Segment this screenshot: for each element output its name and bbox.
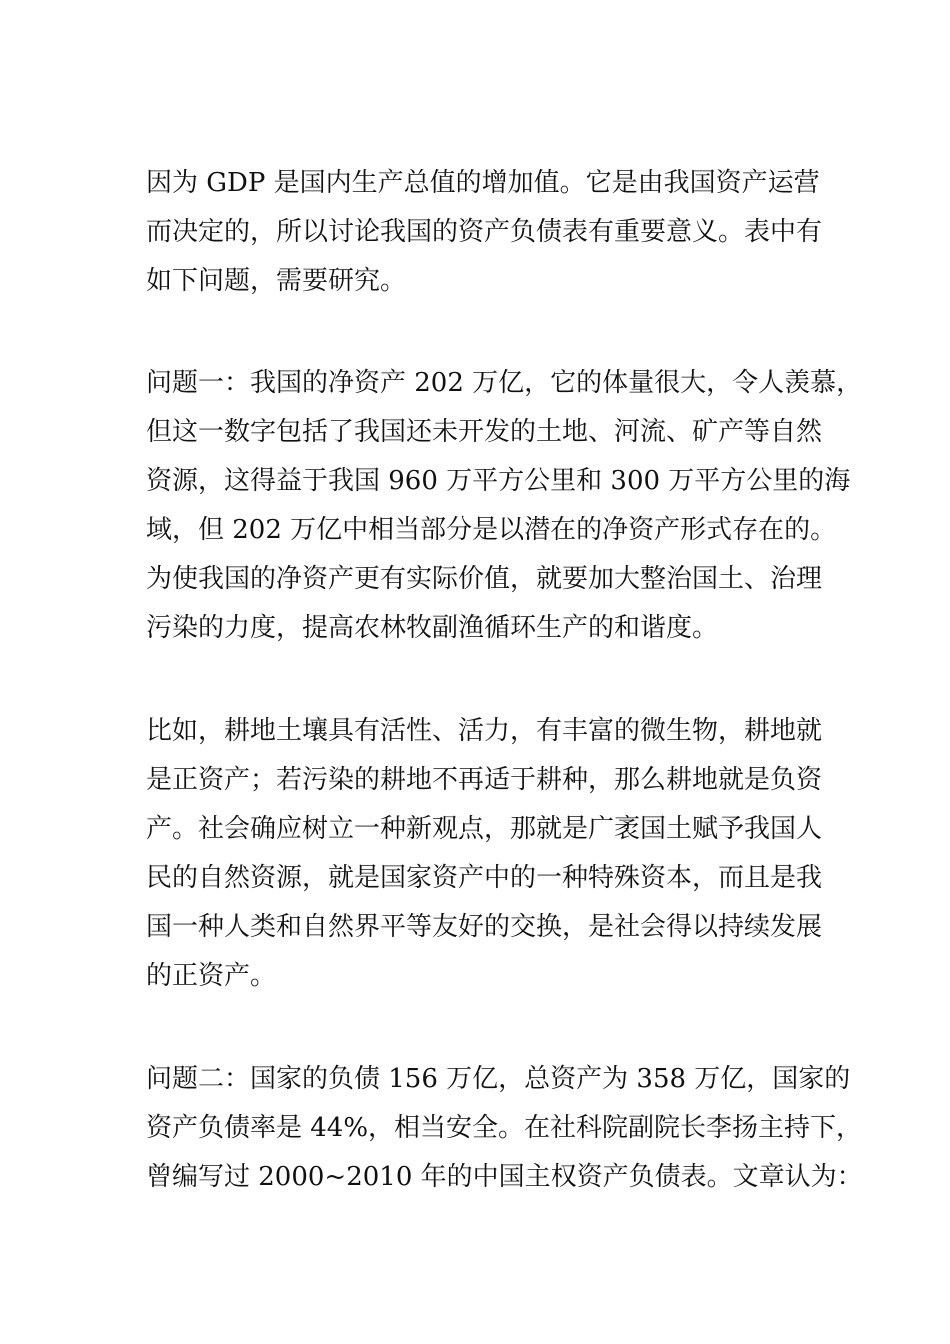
- text-line: 国一种人类和自然界平等友好的交换，是社会得以持续发展: [146, 912, 823, 942]
- text-line: 问题二：国家的负债 156 万亿，总资产为 358 万亿，国家的: [146, 1064, 851, 1094]
- text-line: 资产负债率是 44%，相当安全。在社科院副院长李扬主持下，: [146, 1113, 863, 1143]
- text-line: 如下问题，需要研究。: [146, 266, 407, 296]
- text-line: 但这一数字包括了我国还未开发的土地、河流、矿产等自然: [146, 417, 823, 447]
- paragraph-question-two: [146, 1055, 863, 1202]
- text-line: 民的自然资源，就是国家资产中的一种特殊资本，而且是我: [146, 863, 823, 893]
- text-line: 比如，耕地土壤具有活性、活力，有丰富的微生物，耕地就: [146, 716, 823, 746]
- text-line: 的正资产。: [146, 961, 277, 991]
- text-line: 因为 GDP 是国内生产总值的增加值。它是由我国资产运营: [146, 168, 820, 198]
- text-line: 污染的力度，提高农林牧副渔循环生产的和谐度。: [146, 613, 719, 643]
- text-line: 域，但 202 万亿中相当部分是以潜在的净资产形式存在的。: [146, 515, 837, 545]
- text-line: 曾编写过 2000~2010 年的中国主权资产负债表。文章认为：: [146, 1162, 863, 1192]
- text-line: 为使我国的净资产更有实际价值，就要加大整治国土、治理: [146, 564, 823, 594]
- paragraph-farmland-example: [146, 707, 826, 1001]
- text-line: 是正资产；若污染的耕地不再适于耕种，那么耕地就是负资: [146, 765, 823, 795]
- text-line: 而决定的，所以讨论我国的资产负债表有重要意义。表中有: [146, 217, 823, 247]
- text-line: 产。社会确应树立一种新观点，那就是广袤国土赋予我国人: [146, 814, 823, 844]
- paragraph-question-one: [146, 359, 863, 653]
- text-line: 资源，这得益于我国 960 万平方公里和 300 万平方公里的海: [146, 466, 851, 496]
- text-line: 问题一：我国的净资产 202 万亿，它的体量很大，令人羡慕，: [146, 368, 863, 398]
- paragraph-gdp-intro: [146, 159, 826, 306]
